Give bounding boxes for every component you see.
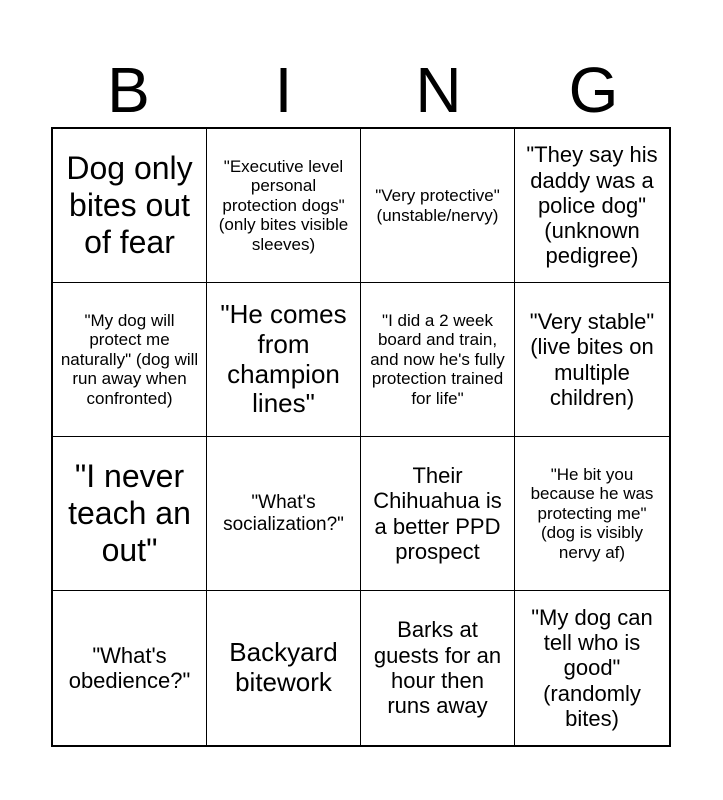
bingo-cell-r3c4[interactable]: "He bit you because he was protecting me" (dog is visibly nervy af) (515, 437, 669, 591)
bingo-header (51, 52, 671, 128)
bingo-cell-r3c2[interactable]: "What's socialization?" (207, 437, 361, 591)
header-letter-i: I (274, 54, 293, 126)
bingo-cell-r2c4[interactable]: "Very stable" (live bites on multiple children) (515, 283, 669, 437)
bingo-cell-r4c3[interactable]: Barks at guests for an hour then runs away (361, 591, 515, 745)
bingo-cell-r2c2[interactable]: "He comes from champion lines" (207, 283, 361, 437)
bingo-cell-r3c3[interactable]: Their Chihuahua is a better PPD prospect (361, 437, 515, 591)
bingo-cell-r1c3[interactable]: "Very protective" (unstable/nervy) (361, 129, 515, 283)
bingo-cell-r4c2[interactable]: Backyard bitework (207, 591, 361, 745)
header-letter-b: B (107, 54, 150, 126)
bingo-cell-r3c1[interactable]: "I never teach an out" (53, 437, 207, 591)
bingo-cell-r1c4[interactable]: "They say his daddy was a police dog" (unknown pedigree) (515, 129, 669, 283)
bingo-board (51, 127, 671, 747)
bingo-cell-r4c1[interactable]: "What's obedience?" (53, 591, 207, 745)
bingo-cell-r4c4[interactable]: "My dog can tell who is good" (randomly bites) (531, 604, 653, 731)
header-letter-g: G (568, 54, 619, 126)
bingo-cell-r2c1[interactable]: "My dog will protect me naturally" (dog will run away when confronted) (53, 283, 207, 437)
bingo-cell-r1c2[interactable]: "Executive level personal protection dogs" (only bites visible sleeves) (207, 129, 361, 283)
header-letter-n: N (415, 54, 462, 126)
bingo-cell-r2c3[interactable]: "I did a 2 week board and train, and now he's fully protection trained for life" (361, 283, 515, 437)
bingo-cell-r1c1[interactable]: Dog only bites out of fear (53, 129, 207, 283)
